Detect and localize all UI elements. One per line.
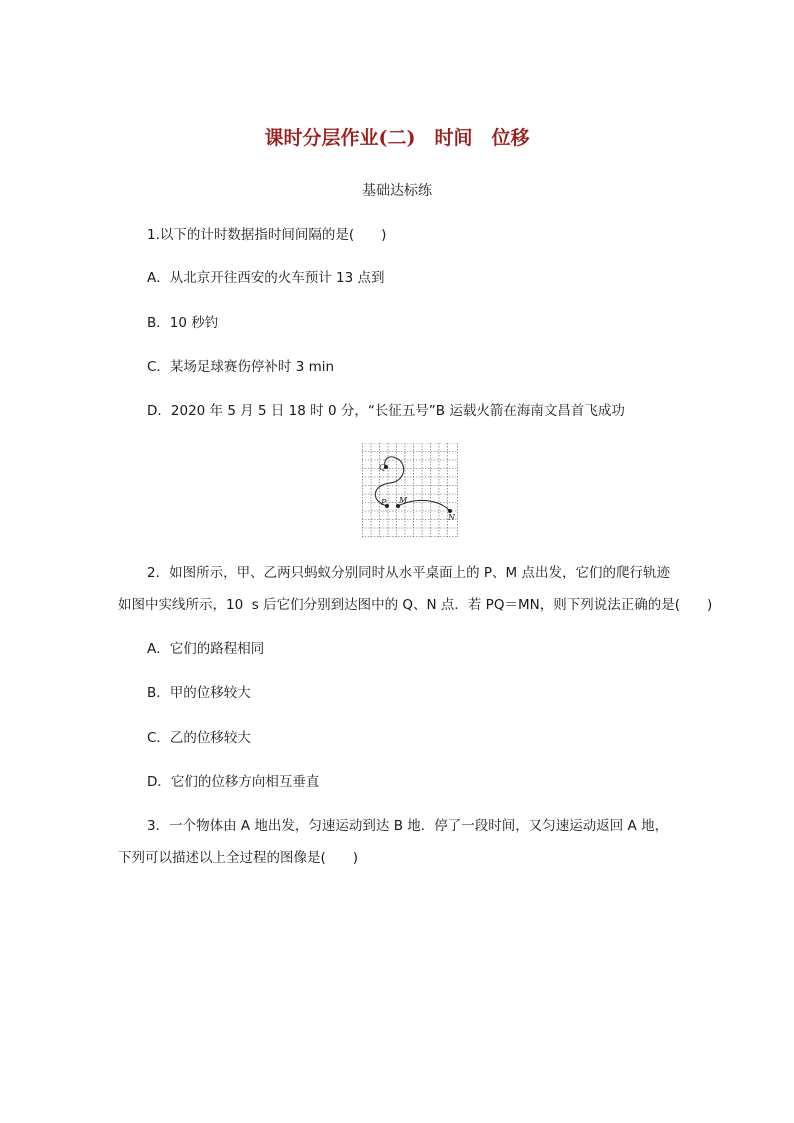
question-1-option-b: B．10 秒钓	[147, 315, 219, 331]
question-1-option-c: C．某场足球赛伤停补时 3 min	[147, 359, 335, 375]
question-2-option-b: B．甲的位移较大	[147, 685, 251, 701]
question-2-option-c: C．乙的位移较大	[147, 730, 251, 746]
page-title: 课时分层作业(二) 时间 位移	[264, 127, 530, 149]
point-p-label: P	[381, 498, 387, 507]
question-2-option-a: A．它们的路程相同	[147, 641, 265, 657]
question-1-option-a: A．从北京开往西安的火车预计 13 点到	[147, 270, 385, 286]
point-n-label: N	[448, 513, 455, 522]
question-3-stem-line-1: 3．一个物体由 A 地出发，匀速运动到达 B 地．停了一段时间，又匀速运动返回 A 地，	[147, 818, 669, 834]
question-1-stem: 1.以下的计时数据指时间间隔的是( )	[147, 227, 387, 243]
question-3-stem-line-2: 下列可以描述以上全过程的图像是( )	[118, 850, 359, 866]
point-q-label: Q	[379, 463, 386, 472]
trajectory-grid-figure	[362, 443, 458, 537]
section-heading: 基础达标练	[362, 183, 432, 199]
point-m-label: M	[399, 496, 408, 505]
question-2-stem-line-1: 2．如图所示，甲、乙两只蚂蚁分别同时从水平桌面上的 P、M 点出发，它们的爬行轨迹	[147, 565, 670, 581]
question-1-option-d: D．2020 年 5 月 5 日 18 时 0 分，“长征五号”B 运载火箭在海南文昌首飞成功	[147, 403, 625, 419]
question-2-option-d: D．它们的位移方向相互垂直	[147, 774, 320, 790]
question-2-stem-line-2: 如图中实线所示，10 s 后它们分别到达图中的 Q、N 点．若 PQ＝MN，则下列说法正确的是( )	[118, 597, 713, 613]
